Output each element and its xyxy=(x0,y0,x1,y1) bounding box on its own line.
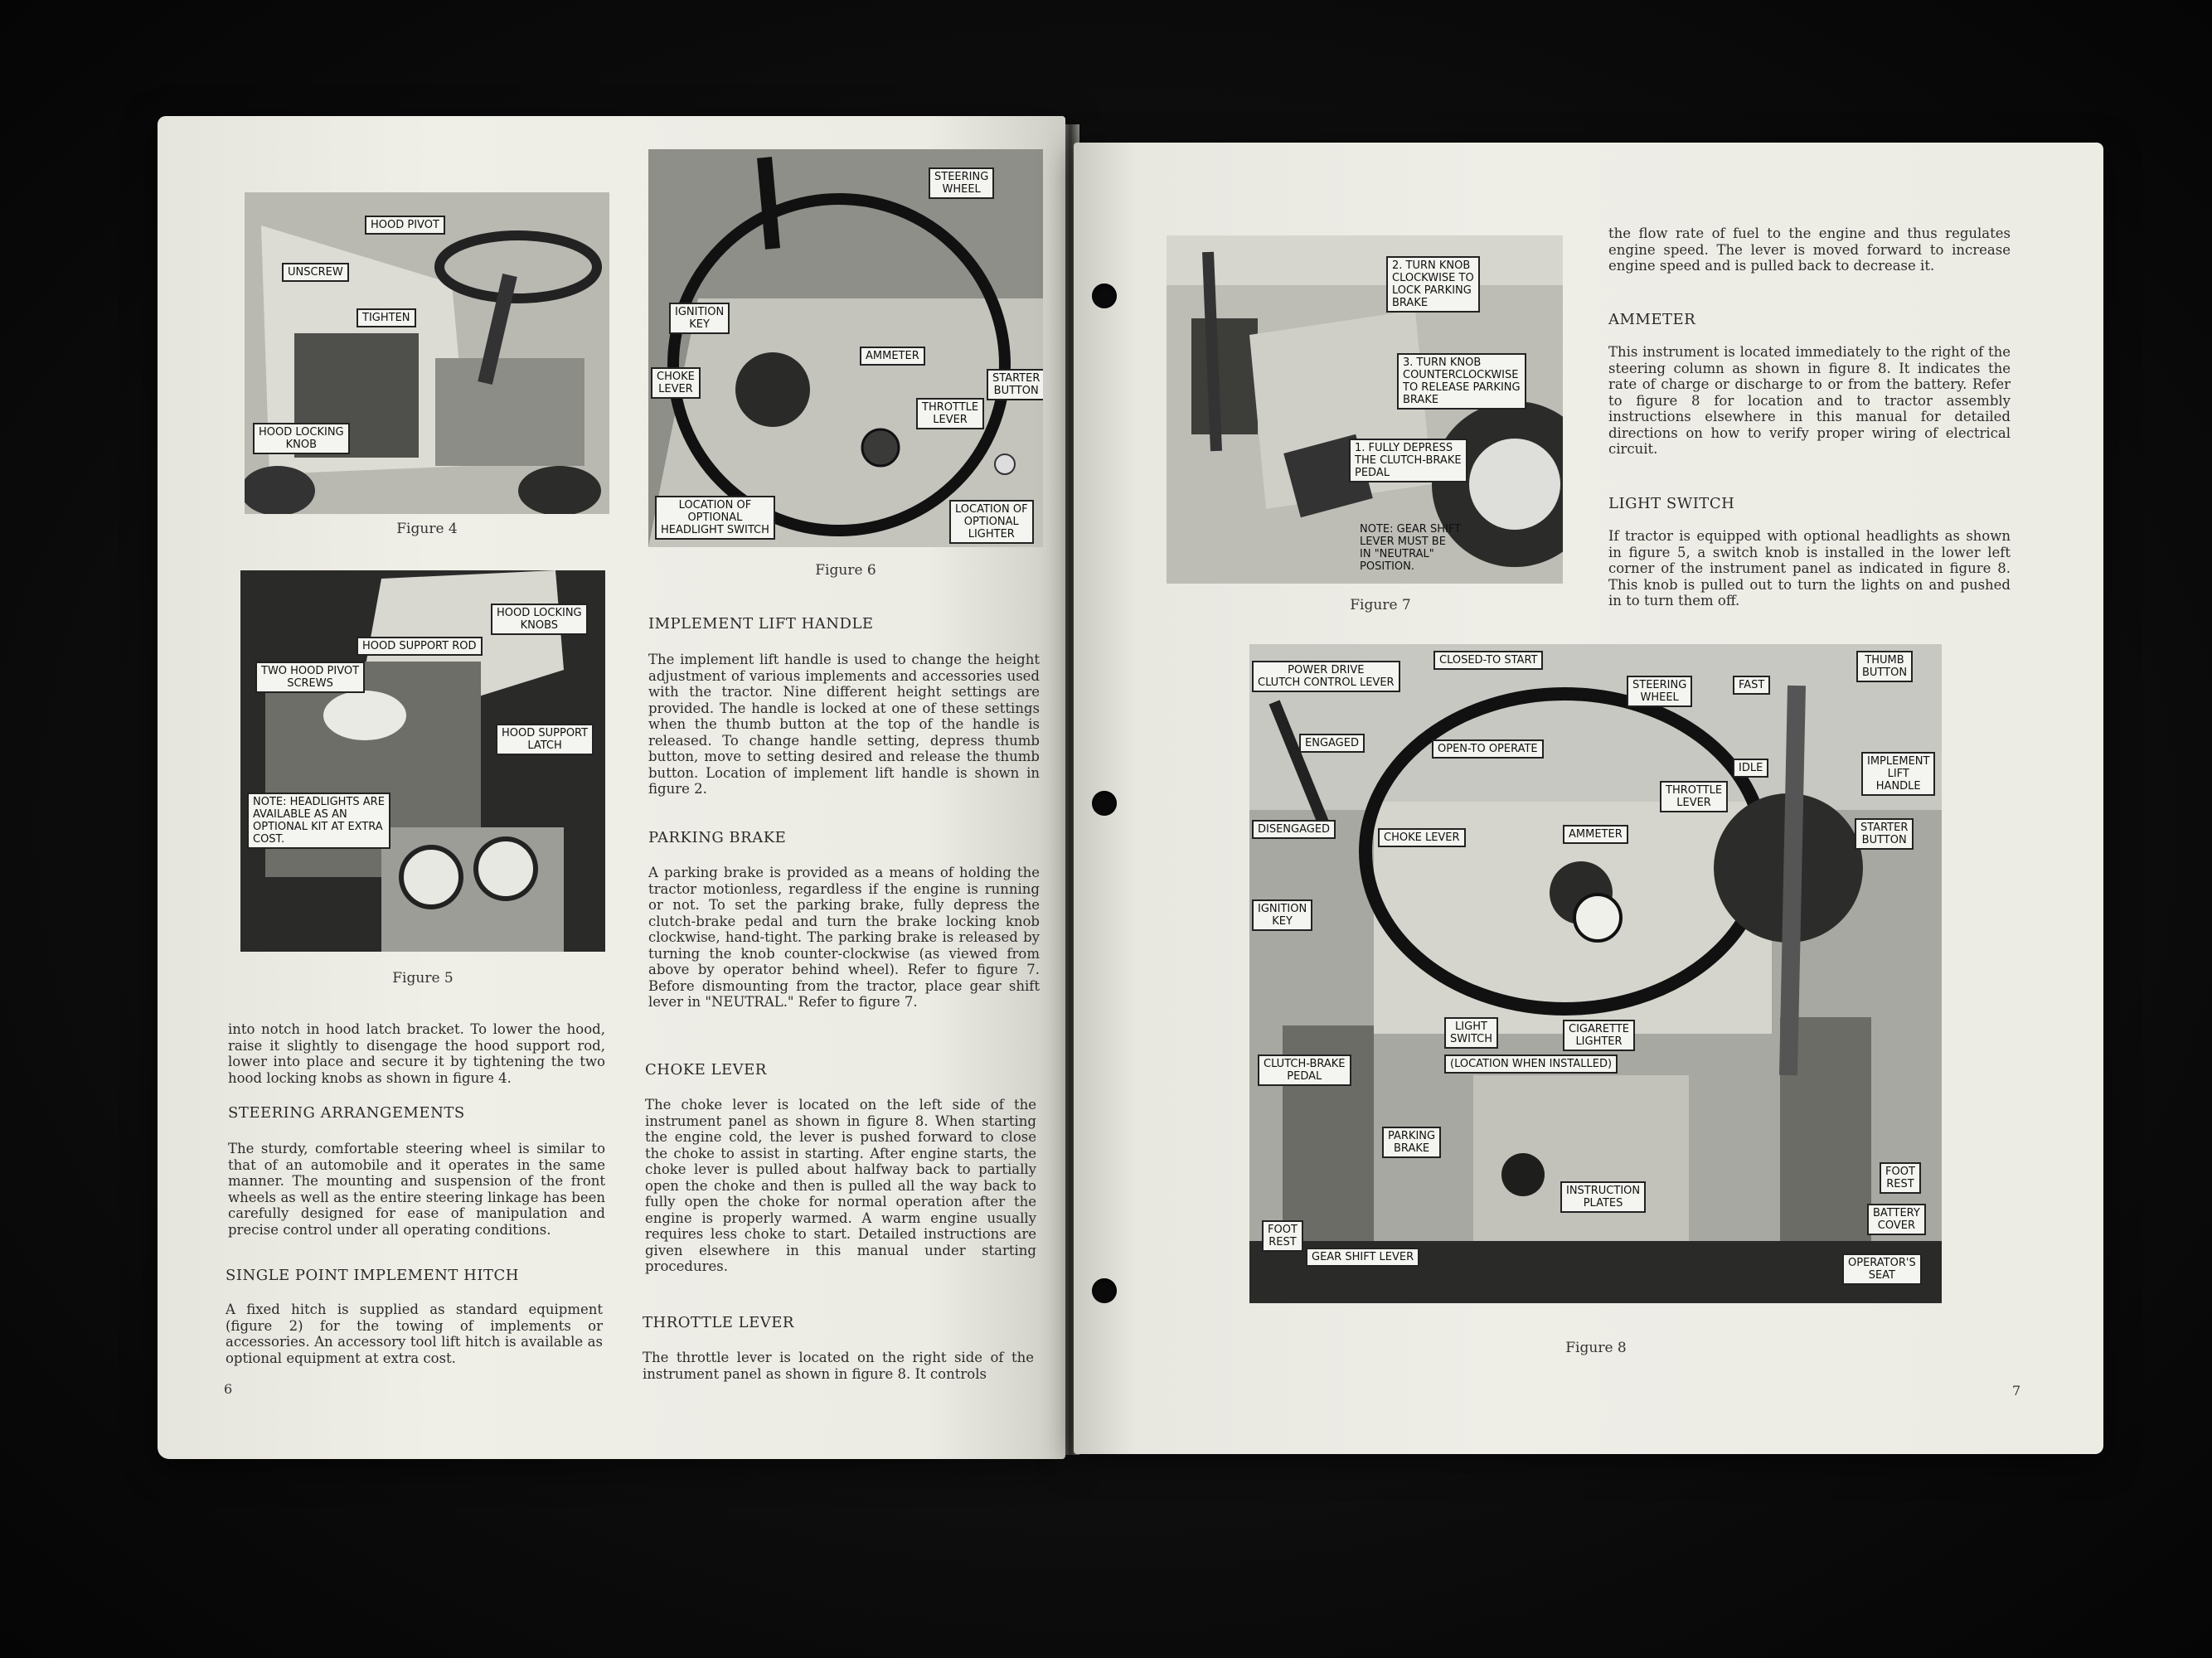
fig8-label-operators-seat: OPERATOR'S SEAT xyxy=(1842,1253,1922,1285)
choke-lever-paragraph: The choke lever is located on the left side of the instrument panel as shown in figure 8. When starting the engine cold, the lever is pushed forward to close the choke to assist in starting. After engine starts, the choke lever is pulled about halfway back to partially open the choke and then is pulled all the way back to fully open the choke for normal operation after the engine is properly warmed. A warm engine usually requires less choke to start. Detailed instructions are given elsewhere in this manual under starting procedures. xyxy=(645,1097,1036,1274)
fig6-label-ammeter: AMMETER xyxy=(860,347,925,366)
single-point-hitch-paragraph: A fixed hitch is supplied as standard equipment (figure 2) for the towing of implements or accessories. An accessory tool lift hitch is available as optional equipment at extra cost. xyxy=(226,1302,603,1366)
fig5-label-headlights-note: NOTE: HEADLIGHTS ARE AVAILABLE AS AN OPTIONAL KIT AT EXTRA COST. xyxy=(247,793,390,849)
binder-hole-top xyxy=(1092,284,1117,308)
fig8-label-implement-lift: IMPLEMENT LIFT HANDLE xyxy=(1861,752,1935,796)
figure-6-caption: Figure 6 xyxy=(815,562,876,579)
fig8-label-location-installed: (LOCATION WHEN INSTALLED) xyxy=(1444,1054,1618,1074)
fig8-label-foot-rest-right: FOOT REST xyxy=(1880,1162,1921,1194)
fig6-label-ignition-key: IGNITION KEY xyxy=(669,303,730,334)
fig8-label-starter-button: STARTER BUTTON xyxy=(1855,818,1914,850)
fig8-label-ignition-key: IGNITION KEY xyxy=(1252,899,1312,931)
fig8-label-parking-brake: PARKING BRAKE xyxy=(1382,1127,1441,1158)
steering-arrangements-heading: STEERING ARRANGEMENTS xyxy=(228,1104,465,1122)
right-page xyxy=(1074,143,2103,1454)
fig7-label-note: NOTE: GEAR SHIFT LEVER MUST BE IN "NEUTRAL" POSITION. xyxy=(1360,523,1462,573)
figure-4-photo xyxy=(245,192,609,514)
single-point-hitch-heading: SINGLE POINT IMPLEMENT HITCH xyxy=(226,1267,519,1284)
fig8-label-battery-cover: BATTERY COVER xyxy=(1867,1204,1926,1235)
light-switch-heading: LIGHT SWITCH xyxy=(1608,495,1735,512)
light-switch-paragraph: If tractor is equipped with optional headlights as shown in figure 5, a switch knob is installed in the lower left corner of the instrument panel as indicated in figure 8. This knob is pulled out to turn the lights on and pushed in to turn them off. xyxy=(1608,528,2011,608)
page-number-left: 6 xyxy=(224,1381,233,1397)
fig8-label-gear-shift: GEAR SHIFT LEVER xyxy=(1306,1248,1419,1267)
figure-8-photo xyxy=(1249,644,1942,1303)
fig6-label-headlight-switch: LOCATION OF OPTIONAL HEADLIGHT SWITCH xyxy=(655,496,775,540)
ammeter-paragraph: This instrument is located immediately to the right of the steering column as shown in figure 8. It indicates the rate of charge or discharge to or from the battery. Refer to figure 8 for location and to tractor assembly instructions elsewhere in this manual for detailed directions on how to verify proper wiring of electrical circuit. xyxy=(1608,344,2011,457)
figure-6-photo xyxy=(648,149,1043,547)
figure-4-caption: Figure 4 xyxy=(396,521,458,537)
implement-lift-handle-heading: IMPLEMENT LIFT HANDLE xyxy=(648,615,874,633)
fig6-label-starter-button: STARTER BUTTON xyxy=(987,369,1043,400)
throttle-lever-heading: THROTTLE LEVER xyxy=(643,1314,794,1331)
fig8-label-throttle-lever: THROTTLE LEVER xyxy=(1660,781,1728,812)
fig5-label-hood-locking-knobs: HOOD LOCKING KNOBS xyxy=(491,604,588,635)
fig4-label-unscrew: UNSCREW xyxy=(282,263,349,282)
fig8-label-fast: FAST xyxy=(1733,676,1770,695)
fig8-label-engaged: ENGAGED xyxy=(1299,734,1365,753)
binder-hole-middle xyxy=(1092,791,1117,816)
steering-arrangements-paragraph: The sturdy, comfortable steering wheel is similar to that of an automobile and it operates in the same manner. The mounting and suspension of the front wheels as well as the entire steering linkage has been carefully designed for ease of manipulation and precise control under all operating conditions. xyxy=(228,1141,605,1238)
fig8-label-steering-wheel: STEERING WHEEL xyxy=(1627,676,1692,707)
fig8-label-clutch-brake-pedal: CLUTCH-BRAKE PEDAL xyxy=(1258,1054,1351,1086)
figure-5-photo xyxy=(240,570,605,952)
figure-8-caption: Figure 8 xyxy=(1565,1340,1627,1356)
binder-hole-bottom xyxy=(1092,1278,1117,1303)
fig4-label-hood-locking-knob: HOOD LOCKING KNOB xyxy=(253,423,350,454)
fig8-label-idle: IDLE xyxy=(1733,759,1768,778)
figure-7-caption: Figure 7 xyxy=(1350,597,1411,613)
fig8-label-cigarette-lighter: CIGARETTE LIGHTER xyxy=(1563,1020,1635,1051)
fig8-label-closed-to-start: CLOSED-TO START xyxy=(1433,651,1543,670)
choke-lever-heading: CHOKE LEVER xyxy=(645,1061,767,1079)
fig8-label-power-drive: POWER DRIVE CLUTCH CONTROL LEVER xyxy=(1252,661,1400,692)
fig8-label-thumb-button: THUMB BUTTON xyxy=(1856,651,1913,682)
fig8-label-open-to-operate: OPEN-TO OPERATE xyxy=(1432,739,1544,759)
hood-lowering-paragraph: into notch in hood latch bracket. To lower the hood, raise it slightly to disengage the hood support rod, lower into place and secure it by tightening the two hood locking knobs as shown in figure 4. xyxy=(228,1021,605,1086)
throttle-continued-paragraph: the flow rate of fuel to the engine and thus regulates engine speed. The lever is moved forward to increase engine speed and is pulled back to decrease it. xyxy=(1608,225,2011,274)
fig7-label-step1: 1. FULLY DEPRESS THE CLUTCH-BRAKE PEDAL xyxy=(1349,439,1467,482)
fig8-label-foot-rest-left: FOOT REST xyxy=(1262,1220,1303,1252)
fig5-label-two-hood-pivot-screws: TWO HOOD PIVOT SCREWS xyxy=(255,662,365,693)
figure-4-illustration xyxy=(245,192,609,514)
fig4-label-hood-pivot: HOOD PIVOT xyxy=(365,216,445,235)
fig7-label-step3: 3. TURN KNOB COUNTERCLOCKWISE TO RELEASE PARKING BRAKE xyxy=(1397,353,1526,410)
fig8-label-choke-lever: CHOKE LEVER xyxy=(1378,828,1466,847)
fig5-label-hood-support-rod: HOOD SUPPORT ROD xyxy=(357,637,483,656)
fig6-label-choke-lever: CHOKE LEVER xyxy=(651,367,701,399)
ammeter-heading: AMMETER xyxy=(1608,311,1696,328)
fig8-label-light-switch: LIGHT SWITCH xyxy=(1444,1017,1498,1049)
fig6-label-steering-wheel: STEERING WHEEL xyxy=(929,167,994,199)
fig8-label-ammeter: AMMETER xyxy=(1563,825,1628,844)
fig7-label-step2: 2. TURN KNOB CLOCKWISE TO LOCK PARKING BRAKE xyxy=(1386,256,1480,313)
fig8-label-instruction-plates: INSTRUCTION PLATES xyxy=(1560,1181,1646,1213)
fig5-label-hood-support-latch: HOOD SUPPORT LATCH xyxy=(496,724,594,755)
fig6-label-throttle-lever: THROTTLE LEVER xyxy=(916,398,984,429)
parking-brake-heading: PARKING BRAKE xyxy=(648,829,787,846)
fig8-label-disengaged: DISENGAGED xyxy=(1252,820,1336,839)
figure-7-photo xyxy=(1167,235,1563,584)
figure-5-caption: Figure 5 xyxy=(392,970,454,987)
left-page xyxy=(158,116,1065,1459)
figure-6-illustration xyxy=(648,149,1043,547)
fig6-label-optional-lighter: LOCATION OF OPTIONAL LIGHTER xyxy=(949,500,1034,544)
implement-lift-handle-paragraph: The implement lift handle is used to change the height adjustment of various implements and accessories used with the tractor. Nine different height settings are provided. The handle is locked at one of these settings when the thumb button at the top of the handle is released. To change handle setting, depress thumb button, move to setting desired and release the thumb button. Location of implement lift handle is shown in figure 2. xyxy=(648,652,1040,797)
page-number-right: 7 xyxy=(2012,1383,2021,1399)
parking-brake-paragraph: A parking brake is provided as a means of holding the tractor motionless, regardless if the engine is running or not. To set the parking brake, fully depress the clutch-brake pedal and turn the brake locking knob clockwise, hand-tight. The parking brake is released by turning the knob counter-clockwise (as viewed from above by operator behind wheel). Refer to figure 7. Before dismounting from the tractor, place gear shift lever in "NEUTRAL." Refer to figure 7. xyxy=(648,865,1040,1010)
throttle-lever-paragraph: The throttle lever is located on the right side of the instrument panel as shown in figure 8. It controls xyxy=(643,1350,1034,1382)
fig4-label-tighten: TIGHTEN xyxy=(357,308,416,327)
